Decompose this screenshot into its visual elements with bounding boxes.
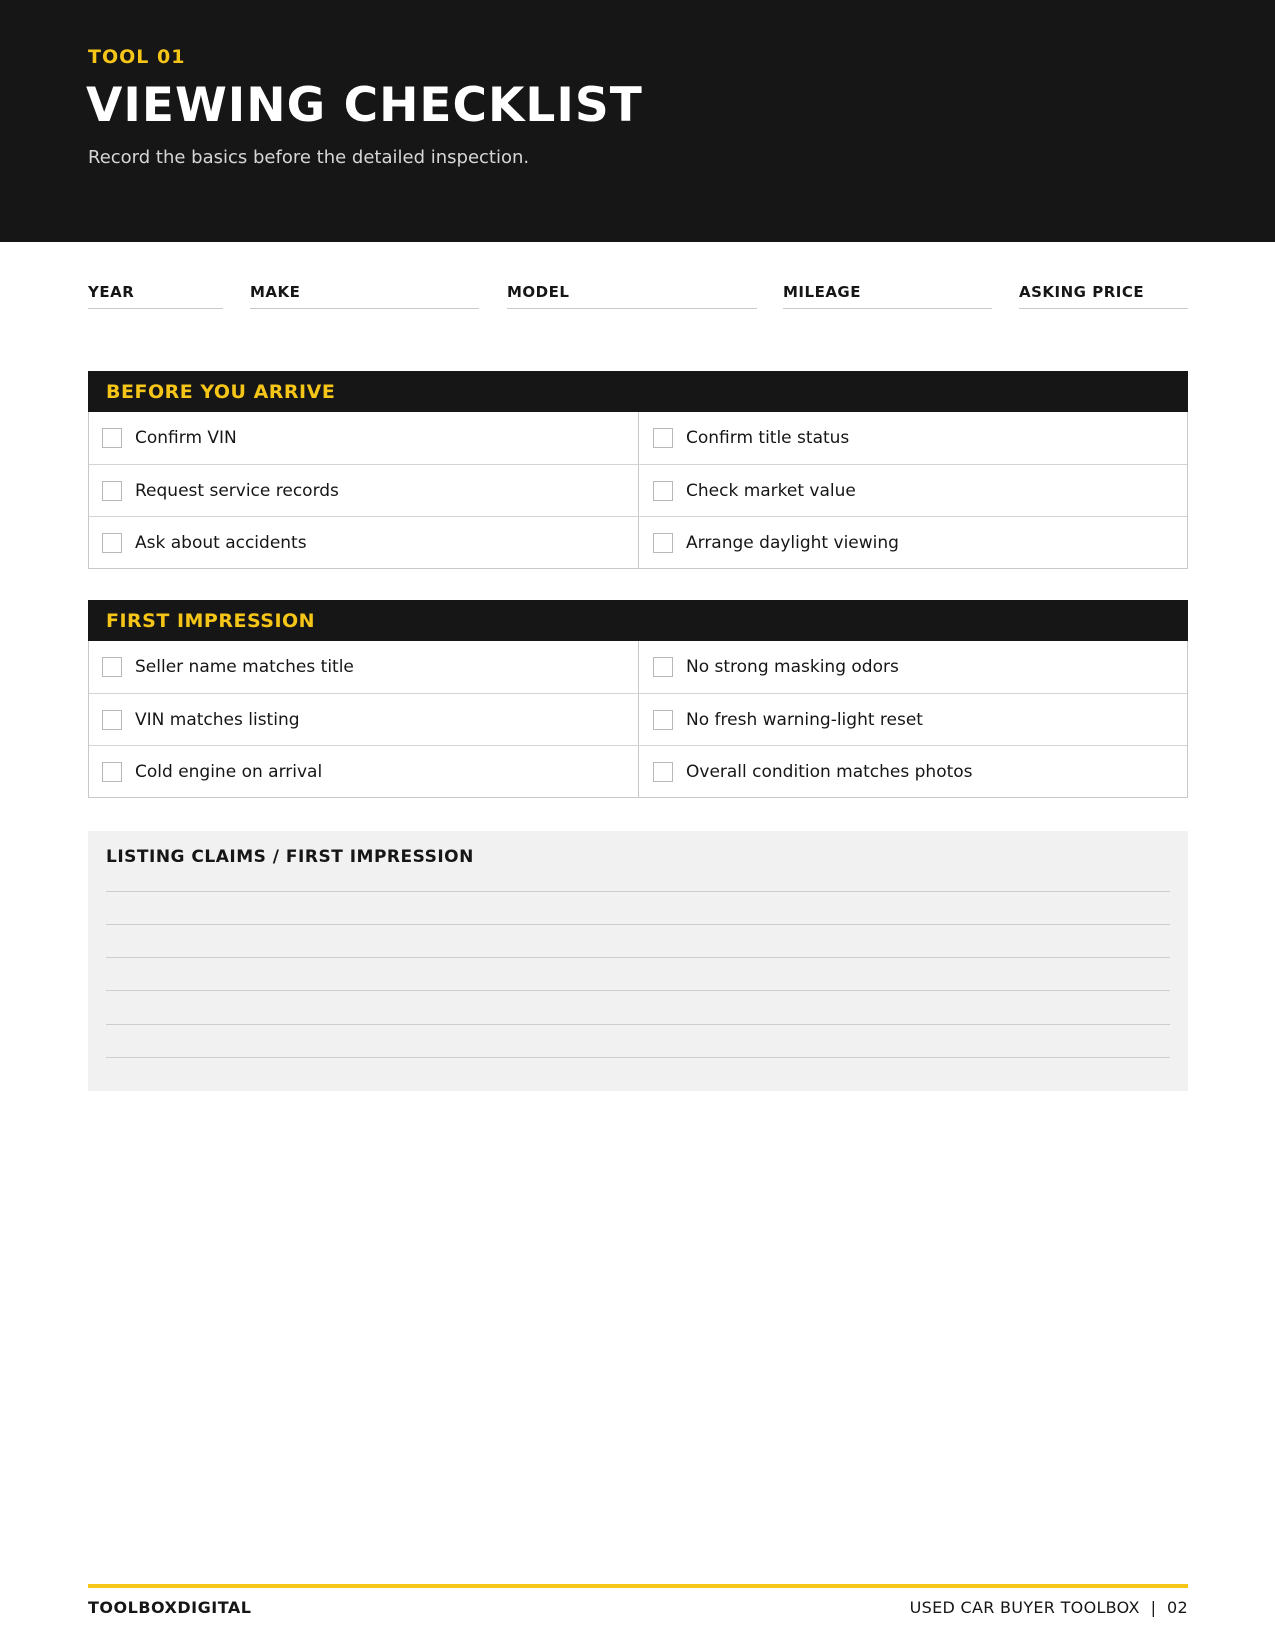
checklist-item-label: Confirm title status [686, 428, 850, 448]
page-title: VIEWING CHECKLIST [86, 78, 643, 133]
checkbox[interactable] [102, 533, 122, 553]
note-line[interactable] [106, 1024, 1170, 1025]
checkbox[interactable] [102, 428, 122, 448]
checklist-item[interactable] [89, 641, 638, 693]
checklist-item[interactable] [89, 412, 638, 464]
note-line[interactable] [106, 957, 1170, 958]
checklist-item[interactable] [89, 517, 638, 568]
checkbox[interactable] [653, 428, 673, 448]
checkbox[interactable] [653, 481, 673, 501]
note-line[interactable] [106, 891, 1170, 892]
checklist-item[interactable] [638, 641, 1187, 693]
checklist-row [89, 693, 1187, 745]
section-before-you-arrive [88, 371, 1188, 569]
page-subtitle: Record the basics before the detailed inspection. [88, 147, 530, 168]
checklist-item-label: No strong masking odors [686, 657, 899, 677]
checklist-item[interactable] [89, 694, 638, 745]
checklist-item-label: Confirm VIN [135, 428, 237, 448]
vehicle-info-fields [0, 282, 1275, 316]
notes-panel[interactable] [88, 831, 1188, 1091]
checkbox[interactable] [102, 481, 122, 501]
checklist-item[interactable] [638, 517, 1187, 568]
footer-doc-title: USED CAR BUYER TOOLBOX | 02 [909, 1598, 1188, 1617]
checklist-row [89, 745, 1187, 797]
checklist-grid [88, 641, 1188, 798]
asking-price-field[interactable]: ASKING PRICE [1019, 282, 1188, 309]
checklist-item-label: Ask about accidents [135, 532, 307, 553]
note-line[interactable] [106, 924, 1170, 925]
notes-title: LISTING CLAIMS / FIRST IMPRESSION [106, 847, 474, 867]
checklist-item-label: Arrange daylight viewing [686, 532, 899, 553]
checklist-grid [88, 412, 1188, 569]
footer-divider [88, 1584, 1188, 1588]
note-line[interactable] [106, 1057, 1170, 1058]
checklist-item-label: Request service records [135, 480, 339, 501]
year-field[interactable]: YEAR [88, 282, 223, 309]
model-field[interactable]: MODEL [507, 282, 757, 309]
checklist-item-label: VIN matches listing [135, 709, 300, 730]
checklist-item-label: Check market value [686, 480, 856, 501]
section-heading: FIRST IMPRESSION [88, 600, 1188, 641]
checklist-item[interactable] [89, 746, 638, 797]
page-header [0, 0, 1275, 242]
mileage-field[interactable]: MILEAGE [783, 282, 992, 309]
checkbox[interactable] [653, 533, 673, 553]
tool-number: TOOL 01 [88, 46, 186, 68]
checkbox[interactable] [102, 710, 122, 730]
checklist-item-label: No fresh warning-light reset [686, 709, 923, 730]
checklist-item[interactable] [638, 412, 1187, 464]
checklist-row [89, 464, 1187, 516]
checkbox[interactable] [653, 710, 673, 730]
section-heading: BEFORE YOU ARRIVE [88, 371, 1188, 412]
checklist-row [89, 412, 1187, 464]
checklist-item-label: Seller name matches title [135, 657, 354, 677]
checklist-item-label: Cold engine on arrival [135, 761, 323, 782]
checklist-item[interactable] [89, 465, 638, 516]
section-first-impression [88, 600, 1188, 798]
checklist-item[interactable] [638, 694, 1187, 745]
checkbox[interactable] [102, 762, 122, 782]
note-line[interactable] [106, 990, 1170, 991]
make-field[interactable]: MAKE [250, 282, 479, 309]
checkbox[interactable] [653, 762, 673, 782]
checkbox[interactable] [102, 657, 122, 677]
checklist-item[interactable] [638, 465, 1187, 516]
checkbox[interactable] [653, 657, 673, 677]
checklist-row [89, 641, 1187, 693]
checklist-item-label: Overall condition matches photos [686, 761, 973, 782]
checklist-item[interactable] [638, 746, 1187, 797]
checklist-row [89, 516, 1187, 568]
footer-brand: TOOLBOXDIGITAL [88, 1598, 252, 1617]
